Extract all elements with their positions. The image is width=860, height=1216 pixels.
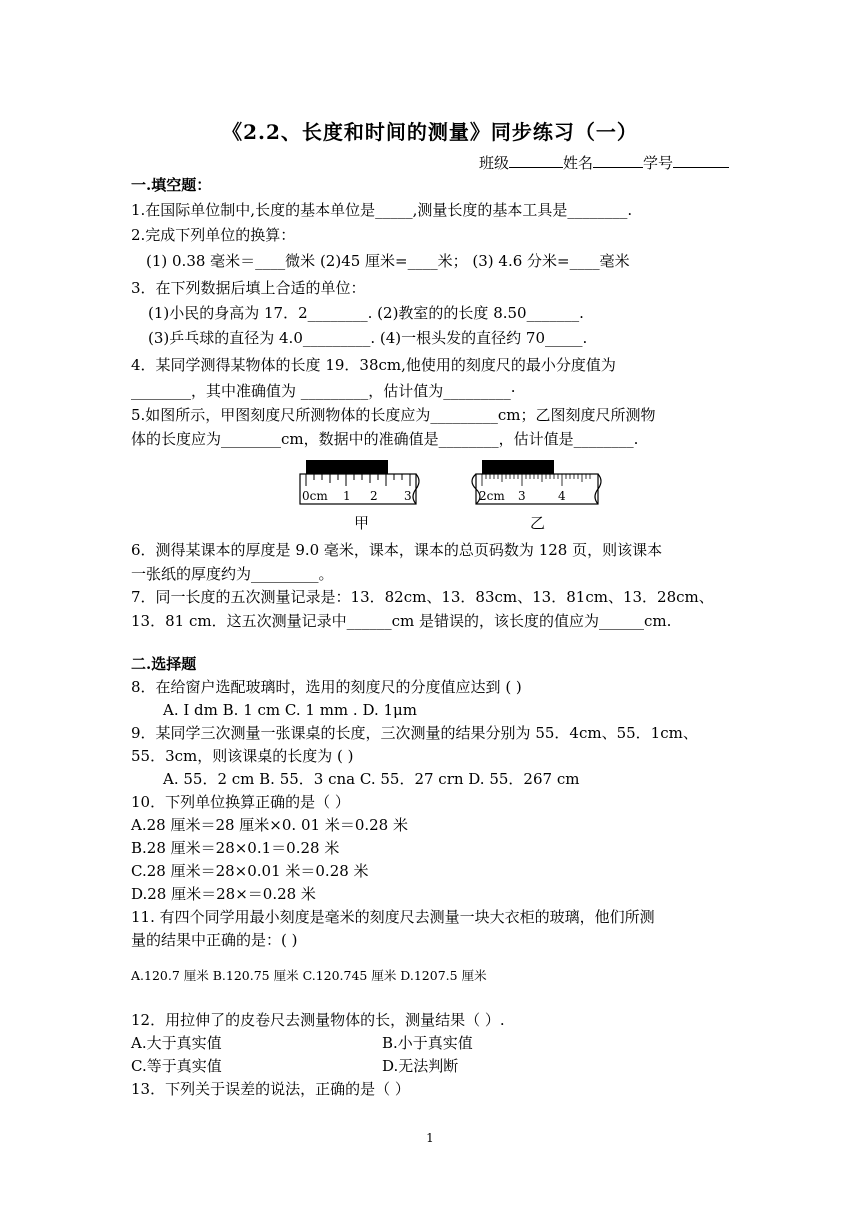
measured-object-yi [482, 460, 554, 474]
question-8: 8．在给窗户选配玻璃时，选用的刻度尺的分度值应达到 ( ) [131, 678, 522, 696]
ruler-figure [296, 456, 606, 534]
question-9-options: A. 55．2 cm B. 55．3 cna C. 55．27 crn D. 55．267 cm [163, 770, 580, 788]
question-1: 1.在国际单位制中,长度的基本单位是_____,测量长度的基本工具是________. [131, 201, 633, 219]
question-11-line-1: 11. 有四个同学用最小刻度是毫米的刻度尺去测量一块大衣柜的玻璃，他们所测 [131, 908, 655, 926]
class-label: 班级 [478, 154, 509, 172]
question-4-line-1: 4．某同学测得某物体的长度 19．38cm,他使用的刻度尺的最小分度值为 [131, 356, 616, 374]
question-5-line-1: 5.如图所示，甲图刻度尺所测物体的长度应为_________cm；乙图刻度尺所测物 [131, 406, 656, 424]
section-fill-in: 一.填空题： [131, 176, 212, 194]
question-12-option-a: A.大于真实值 [131, 1034, 222, 1052]
tick-label-jia-0: 0cm [302, 489, 328, 503]
name-blank[interactable] [593, 153, 643, 168]
ruler-yi [472, 460, 601, 532]
question-5-line-2: 体的长度应为________cm，数据中的准确值是________，估计值是________. [131, 430, 639, 448]
question-4-line-2: ________，其中准确值为 _________，估计值为_________· [131, 382, 516, 400]
question-3-items-2: (3)乒乓球的直径为 4.0_________. (4)一根头发的直径约 70_____. [148, 329, 588, 347]
tick-label-yi-0: 2cm [479, 489, 505, 503]
question-2-items: (1) 0.38 毫米＝____微米 (2)45 厘米=____米； (3) 4.6 分米=____毫米 [146, 252, 630, 270]
tick-label-jia-1: 1 [343, 489, 351, 503]
question-8-options: A. I dm B. 1 cm C. 1 mm . D. 1μm [163, 701, 418, 719]
student-info-line [479, 152, 729, 173]
question-11-options: A.120.7 厘米 B.120.75 厘米 C.120.745 厘米 D.1207.5 厘米 [131, 968, 487, 983]
question-7-line-1: 7．同一长度的五次测量记录是：13．82cm、13．83cm、13．81cm、13．28cm、 [131, 588, 714, 606]
question-12-option-d: D.无法判断 [382, 1057, 459, 1075]
measured-object-jia [306, 460, 388, 474]
id-blank[interactable] [673, 153, 729, 168]
tick-label-yi-2: 4 [558, 489, 566, 503]
tick-label-jia-3: 3 [404, 489, 412, 503]
page-title: 《2.2、长度和时间的测量》同步练习（一） [222, 120, 638, 144]
question-3-items-1: (1)小民的身高为 17．2________. (2)教室的的长度 8.50_______. [148, 304, 584, 322]
tick-label-jia-2: 2 [370, 489, 378, 503]
question-10: 10．下列单位换算正确的是（ ） [131, 793, 350, 811]
class-blank[interactable] [509, 153, 563, 168]
name-label: 姓名 [562, 154, 593, 172]
question-12-option-b: B.小于真实值 [382, 1034, 473, 1052]
question-11-line-2: 量的结果中正确的是：( ) [131, 931, 298, 949]
question-6-line-2: 一张纸的厚度约为_________。 [131, 565, 334, 583]
question-6-line-1: 6．测得某课本的厚度是 9.0 毫米，课本，课本的总页码数为 128 页，则该课本 [131, 541, 663, 559]
ruler-jia [300, 460, 419, 532]
id-label: 学号 [642, 154, 673, 172]
question-10-option-d: D.28 厘米＝28×＝0.28 米 [131, 885, 316, 903]
tick-label-yi-1: 3 [518, 489, 526, 503]
figure-label-yi: 乙 [530, 514, 546, 532]
question-2: 2.完成下列单位的换算： [131, 226, 296, 244]
question-10-option-c: C.28 厘米＝28×0.01 米＝0.28 米 [131, 862, 369, 880]
section-choice: 二.选择题 [131, 655, 197, 673]
question-12-option-c: C.等于真实值 [131, 1057, 222, 1075]
page-number: 1 [426, 1131, 434, 1145]
question-12: 12．用拉伸了的皮卷尺去测量物体的长，测量结果（ ）. [131, 1011, 505, 1029]
question-13: 13．下列关于误差的说法，正确的是（ ） [131, 1080, 410, 1098]
question-9-line-1: 9．某同学三次测量一张课桌的长度，三次测量的结果分别为 55．4cm、55．1cm、 [131, 724, 698, 742]
question-10-option-b: B.28 厘米＝28×0.1＝0.28 米 [131, 839, 340, 857]
figure-label-jia: 甲 [354, 514, 370, 532]
question-10-option-a: A.28 厘米＝28 厘米×0. 01 米＝0.28 米 [131, 816, 408, 834]
question-7-line-2: 13．81 cm．这五次测量记录中______cm 是错误的，该长度的值应为______cm. [131, 612, 672, 630]
question-9-line-2: 55．3cm，则该课桌的长度为 ( ) [131, 747, 354, 765]
question-3: 3．在下列数据后填上合适的单位： [131, 279, 366, 297]
